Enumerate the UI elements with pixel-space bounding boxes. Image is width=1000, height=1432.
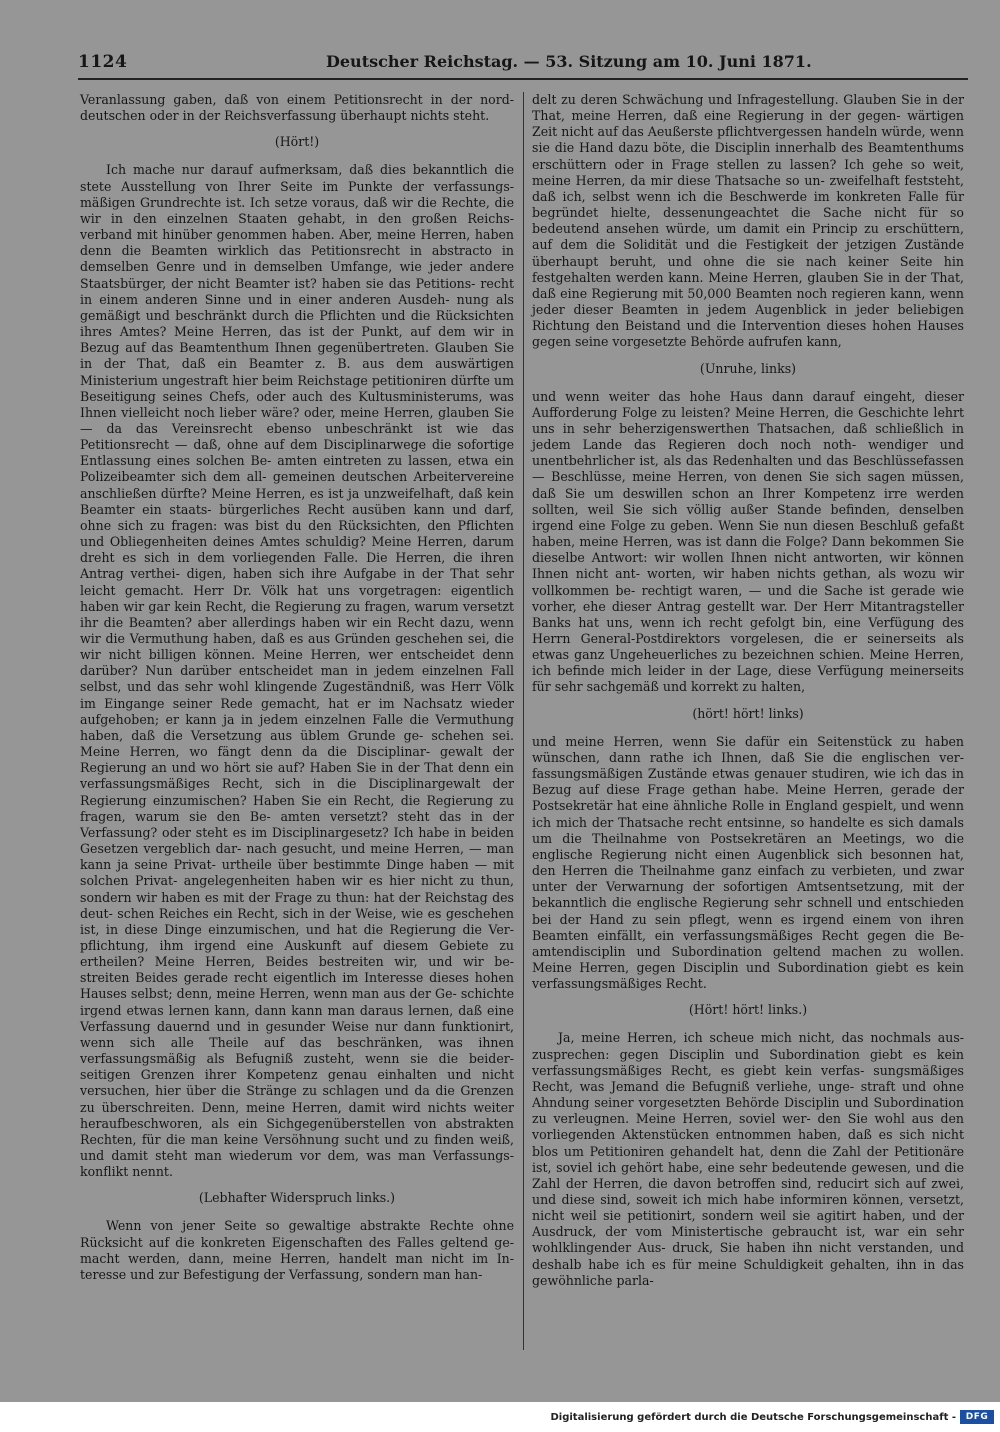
- dfg-logo: DFG: [960, 1410, 994, 1424]
- paragraph: und wenn weiter das hohe Haus dann darauf eingeht, dieser Aufforderung Folge zu leisten? Meine Herren, die Geschichte lehrt uns in sehr beherzigenswerthen Thatsachen, daß schließlich in jedem Lande das Regieren doch noch noth- wendiger und unentbehrlicher ist, als das Redenhalten und das Beschlüssefassen — Beschlüsse, meine Herren, von denen Sie sich sagen müssen, daß Sie um deswillen schon an Ihrer Kompetenz irre werden sollten, weil Sie sich völlig außer Stande befinden, denselben irgend eine Folge zu geben. Wenn Sie nun diesen Beschluß gefaßt haben, meine Herren, was ist dann die Folge? Dann bekommen Sie dieselbe Antwort: wir wollen Ihnen nicht antworten, wir können Ihnen nicht ant- worten, wir haben nichts gethan, als wozu wir vollkommen be- rechtigt waren, — und die Sache ist gerade wie vorher, ehe dieser Antrag gestellt war. Der Herr Mitantragsteller Banks hat uns, wenn ich recht gefolgt bin, eine Verfügung des Herrn General-Postdirektors vorgelesen, die er seinerseits als etwas ganz Ungeheuerliches zu bezeichnen schien. Meine Herren, ich befinde mich leider in der Lage, diese Verfügung meinerseits für sehr sachgemäß und korrekt zu halten,: [532, 388, 964, 695]
- paragraph: Veranlassung gaben, daß von einem Petitionsrecht in der nord- deutschen oder in der Reichsverfassung überhaupt nichts steht.: [80, 92, 514, 124]
- right-column: [532, 92, 964, 1289]
- column-divider: [523, 92, 524, 1350]
- header-rule: [78, 78, 968, 80]
- footer-bar: [0, 1402, 1000, 1432]
- interjection: (Lebhafter Widerspruch links.): [198, 1190, 396, 1206]
- paragraph: und meine Herren, wenn Sie dafür ein Seitenstück zu haben wünschen, dann rathe ich Ihnen, daß Sie die englischen ver- fassungsmäßigen Zustände etwas genauer studiren, wie ich das in Bezug auf diese Frage gethan habe. Meine Herren, gerade der Postsekretär hat eine ähnliche Rolle in England gespielt, und wenn ich mich der Thatsache recht entsinne, so handelte es sich damals um die Theilnahme von Postsekretären an Meetings, wo die englische Regierung nicht einen Augenblick sich besonnen hat, den Herren die Theilnahme ganz einfach zu verbieten, und zwar unter der Verwarnung der sofortigen Amtsentsetzung, mit der bekanntlich die englische Regierung sehr schnell und entschieden bei der Hand zu sein pflegt, wenn es irgend einem von ihren Beamten einfällt, ein verfassungsmäßiges Recht gegen die Be- amtendisciplin und Subordination geltend machen zu wollen. Meine Herren, gegen Disciplin und Subordination giebt es kein verfassungsmäßiges Recht.: [532, 733, 964, 992]
- left-column: [80, 92, 514, 1283]
- paragraph: delt zu deren Schwächung und Infragestellung. Glauben Sie in der That, meine Herren, daß eine Regierung in der gegen- wärtigen Zeit nicht auf das Aeußerste pflichtvergessen handeln würde, wenn sie die Hand dazu böte, die Disciplin innerhalb des Beamtenthums erschüttern oder in Frage stellen zu lassen? Ich gehe so weit, meine Herren, da mir diese Thatsache so un- zweifelhaft feststeht, daß ich, selbst wenn ich die Beschwerde im konkreten Falle für begründet hielte, dessenungeachtet die Sache nicht für so bedeutend ansehen würde, um damit ein Princip zu erschüttern, auf dem die Solidität und die Festigkeit der jetzigen Zustände überhaupt beruht, und ohne die sie nach keiner Seite hin festgehalten werden kann. Meine Herren, glauben Sie in der That, daß eine Regierung mit 50,000 Beamten noch regieren kann, wenn jeder dieser Beamten in jedem Augenblick in jeder beliebigen Richtung den Beistand und die Intervention dieses hohen Hauses gegen seine vorgesetzte Behörde aufrufen kann,: [532, 92, 964, 350]
- funding-notice: Digitalisierung gefördert durch die Deutsche Forschungsgemeinschaft -: [550, 1412, 956, 1423]
- page-header: [78, 52, 968, 74]
- interjection: (hört! hört! links): [692, 705, 804, 721]
- interjection: (Hört!): [274, 134, 320, 150]
- paragraph: Ja, meine Herren, ich scheue mich nicht, das nochmals aus- zusprechen: gegen Disciplin und Subordination giebt es kein verfassungsmäßiges Recht, es giebt kein verfas- sungsmäßiges Recht, was Jemand die Befugniß verliehe, unge- straft und ohne Ahndung seiner vorgesetzten Behörde Disciplin und Subordination zu verleugnen. Meine Herren, soviel wer- den Sie wohl aus den vorliegenden Aktenstücken entnommen haben, daß es sich nicht blos um Petitioniren gehandelt hat, denn die Zahl der Petitionäre ist, soviel ich gehört habe, eine sehr bedeutende gewesen, und die Zahl der Herren, die davon betroffen sind, reducirt sich auf zwei, und diese sind, soweit ich mich habe informiren können, versetzt, nicht weil sie petitionirt, sondern weil sie agitirt haben, und der Ausdruck, der vom Ministertische gebraucht ist, war ein sehr wohlklingender Aus- druck, Sie haben ihn nicht verstanden, und deshalb habe ich es für meine Schuldigkeit gehalten, ihn in das gewöhnliche parla-: [532, 1030, 964, 1288]
- page-number: 1124: [78, 52, 128, 72]
- running-title: Deutscher Reichstag. — 53. Sitzung am 10. Juni 1871.: [326, 52, 812, 71]
- paragraph: Wenn von jener Seite so gewaltige abstrakte Rechte ohne Rücksicht auf die konkreten Eigenschaften des Falles geltend ge- macht werden, dann, meine Herren, handelt man nicht im In- teresse und zur Befestigung der Verfassung, sondern man han-: [80, 1218, 514, 1282]
- interjection: (Hört! hört! links.): [688, 1002, 808, 1018]
- interjection: (Unruhe, links): [699, 360, 797, 376]
- paragraph: Ich mache nur darauf aufmerksam, daß dies bekanntlich die stete Ausstellung von Ihrer Seite im Punkte der verfassungs- mäßigen Grundrechte ist. Ich setze voraus, daß wir die Rechte, die wir in den einzelnen Staaten gehabt, in den großen Reichs- verband mit hinüber genommen haben. Aber, meine Herren, haben denn die Beamten wirklich das Petitionsrecht in abstracto in demselben Genre und in demselben Umfange, wie jeder andere Staatsbürger, der nicht Beamter ist? haben sie das Petitions- recht in einem anderen Sinne und in einer anderen Ausdeh- nung als gemäßigt und beschränkt durch die Pflichten und die Rücksichten ihres Amtes? Meine Herren, das ist der Punkt, auf dem wir in Bezug auf das Beamtenthum Ihnen gegenübertreten. Glauben Sie in der That, daß ein Beamter z. B. aus dem auswärtigen Ministerium ungestraft hier beim Reichstage petitioniren dürfte um Beseitigung seines Chefs, oder auch des Kultusministerums, was Ihnen vielleicht noch lieber wäre? oder, meine Herren, glauben Sie — da das Vereinsrecht ebenso unbeschränkt ist wie das Petitionsrecht — daß, ohne auf dem Disciplinarwege die sofortige Entlassung eines solchen Be- amten eintreten zu lassen, etwa ein Polizeibeamter sich dem all- gemeinen deutschen Arbeitervereine anschließen dürfte? Meine Herren, es ist ja unzweifelhaft, daß kein Beamter ein staats- bürgerliches Recht ausüben kann und darf, ohne sich zu fragen: was bist du den Rücksichten, den Pflichten und Obliegenheiten deines Amtes schuldig? Meine Herren, darum dreht es sich in dem vorliegenden Falle. Die Herren, die ihren Antrag verthei- digen, haben sich ihre Aufgabe in der That sehr leicht gemacht. Herr Dr. Völk hat uns vorgetragen: eigentlich haben wir gar kein Recht, die Regierung zu fragen, warum versetzt ihr die Beamten? aber allerdings haben wir ein Recht dazu, wenn wir die Vermuthung haben, daß es aus Gründen geschehen sei, die wir nicht billigen können. Meine Herren, wer entscheidet denn darüber? Nun darüber entscheidet man in jedem einzelnen Fall selbst, und das sehr wohl klingende Zugeständniß, was Herr Völk im Eingange seiner Rede gemacht, hat er im Nachsatz wieder aufgehoben; er kann ja in jedem einzelnen Falle die Vermuthung haben, daß die Versetzung aus üblem Grunde ge- schehen sei. Meine Herren, wo fängt denn da die Disciplinar- gewalt der Regierung an und wo hört sie auf? Haben Sie in der That denn ein verfassungsmäßiges Recht, sich in die Disciplinargewalt der Regierung einzumischen? Haben Sie ein Recht, die Regierung zu fragen, warum sie den Be- amten versetzt? steht das in der Verfassung? oder steht es im Disciplinargesetz? Ich habe in beiden Gesetzen vergeblich dar- nach gesucht, und meine Herren, — man kann ja seine Privat- urtheile über bestimmte Dinge haben — mit solchen Privat- angelegenheiten haben wir es hier nicht zu thun, sondern wir haben es mit der Frage zu thun: hat der Reichstag des deut- schen Reiches ein Recht, sich in der Weise, wie es geschehen ist, in diese Dinge einzumischen, und hat die Regierung die Ver- pflichtung, ihm irgend eine Auskunft auf diesem Gebiete zu ertheilen? Meine Herren, Beides bestreiten wir, und wir be- streiten Beides gerade recht eigentlich im Interesse dieses hohen Hauses selbst; denn, meine Herren, wenn man aus der Ge- schichte irgend etwas lernen kann, dann kann man daraus lernen, daß eine Verfassung dauernd und in gesunder Weise nur dann funktionirt, wenn sich alle Theile auf das beschränken, was ihnen verfassungsmäßig als Befugniß zusteht, wenn sie die beider- seitigen Grenzen ihrer Kompetenz genau einhalten und nicht versuchen, hier über die Stränge zu schlagen und da die Grenzen zu überschreiten. Denn, meine Herren, damit wird nichts weiter heraufbeschworen, als ein Sichgegenüberstellen von abstrakten Rechten, für die man keine Versöhnung sucht und zu finden weiß, und damit steht man wiederum vor dem, was man Verfassungs- konflikt nennt.: [80, 162, 514, 1180]
